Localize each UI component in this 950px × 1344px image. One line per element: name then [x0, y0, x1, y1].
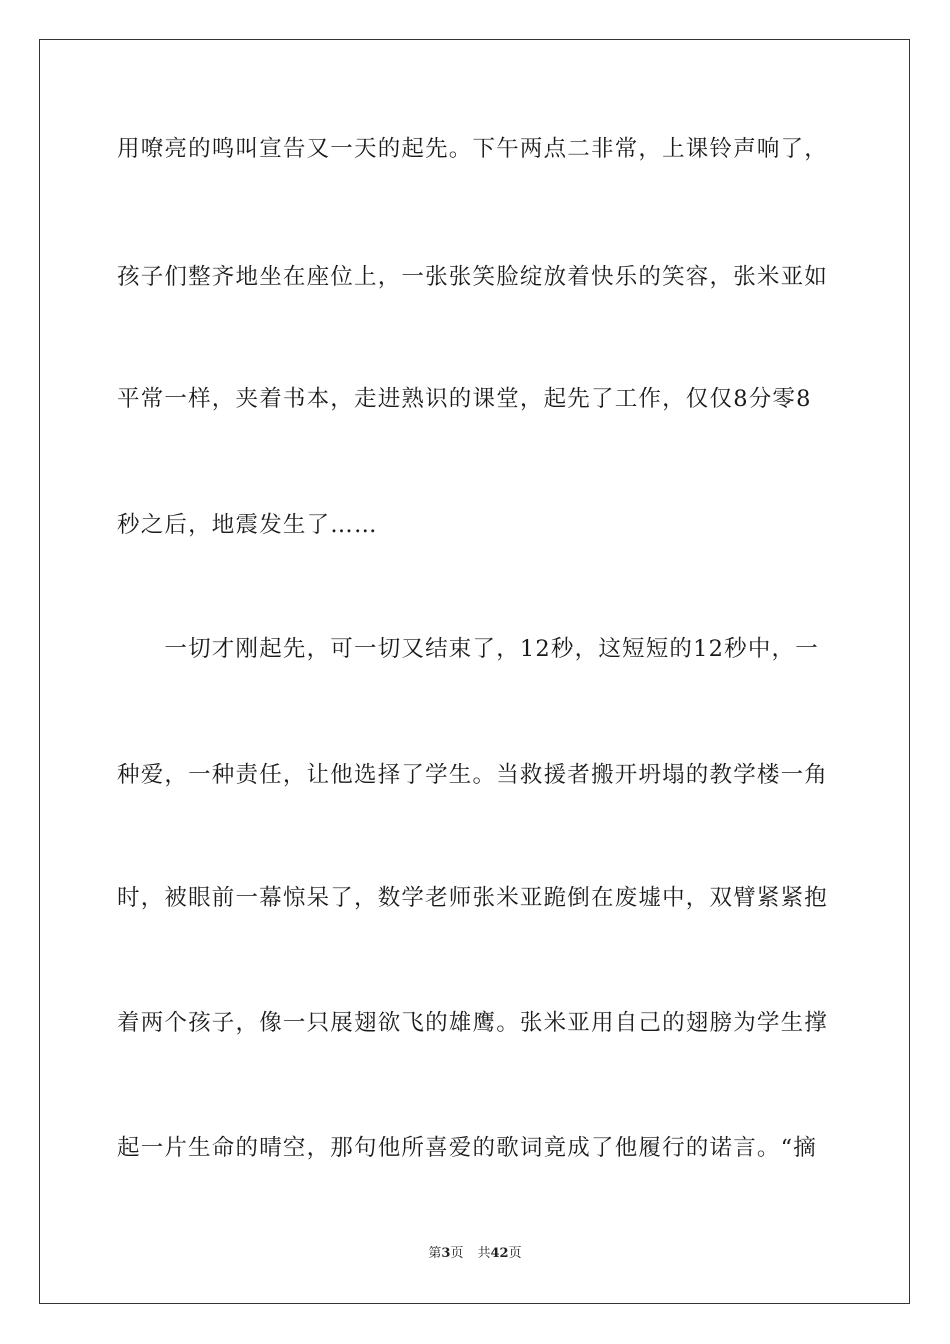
body-text-line-6: 种爱，一种责任，让他选择了学生。当救援者搬开坍塌的教学楼一角 [117, 762, 829, 788]
total-prefix: 共 [477, 1246, 491, 1261]
page-number: 3 [441, 1246, 451, 1261]
body-text-line-5: 一切才刚起先，可一切又结束了，12秒，这短短的12秒中，一 [117, 636, 819, 662]
page-suffix: 页 [450, 1246, 464, 1261]
body-text-line-9: 起一片生命的晴空，那句他所喜爱的歌词竟成了他履行的诺言。“摘 [117, 1135, 818, 1161]
body-text-line-1: 用嘹亮的鸣叫宣告又一天的起先。下午两点二非常，上课铃声响了， [117, 136, 829, 162]
page-prefix: 第 [428, 1246, 442, 1261]
body-text-line-8: 着两个孩子，像一只展翅欲飞的雄鹰。张米亚用自己的翅膀为学生撑 [117, 1010, 829, 1036]
page-footer [0, 1245, 950, 1263]
page-border [39, 39, 910, 1304]
body-text-line-4: 秒之后，地震发生了…… [117, 512, 378, 538]
total-pages: 42 [490, 1246, 509, 1261]
body-text-line-7: 时，被眼前一幕惊呆了，数学老师张米亚跪倒在废墟中，双臂紧紧抱 [117, 885, 829, 911]
body-text-line-2: 孩子们整齐地坐在座位上，一张张笑脸绽放着快乐的笑容，张米亚如 [117, 264, 829, 290]
total-suffix: 页 [508, 1246, 522, 1261]
body-text-line-3: 平常一样，夹着书本，走进熟识的课堂，起先了工作，仅仅8分零8 [117, 386, 812, 412]
